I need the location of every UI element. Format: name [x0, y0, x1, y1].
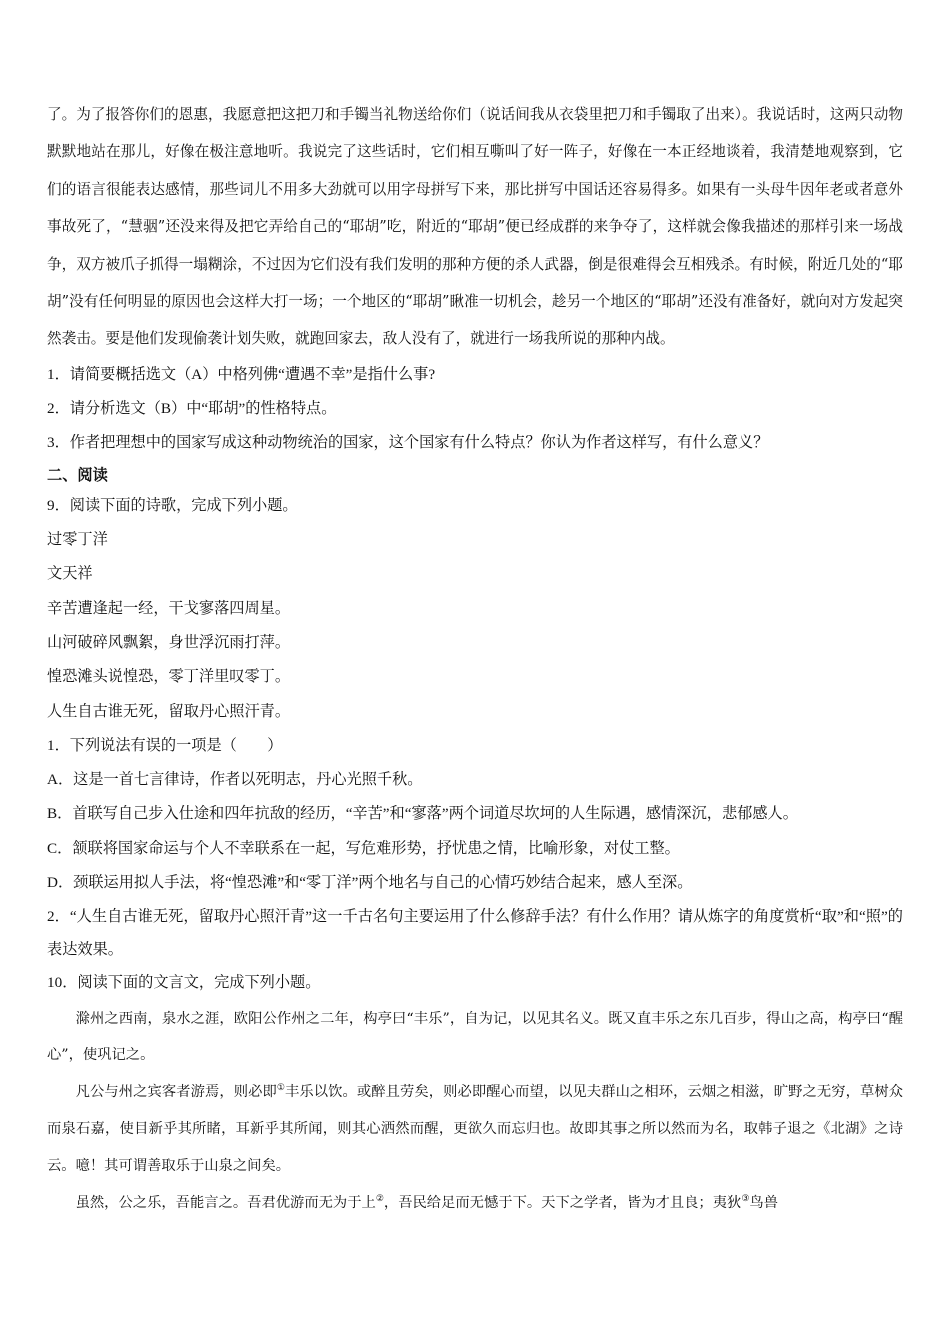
passage-b-continued [47, 96, 903, 358]
poem-author: 文天祥 [47, 565, 93, 583]
q9-sub1-stem: 1．下列说法有误的一项是（ ） [47, 736, 283, 754]
poem-title: 过零丁洋 [47, 531, 108, 549]
q9-option-a: A．这是一首七言律诗，作者以死明志，丹心光照千秋。 [47, 771, 423, 789]
document-page [47, 96, 903, 1221]
para2-before-note: 凡公与州之宾客者游焉，则必即 [75, 1084, 277, 1101]
para3-part-2: ，吾民给足而无憾于下。天下之学者，皆为才且良；夷狄 [383, 1194, 742, 1211]
classical-text [47, 1001, 903, 1222]
poem-line-4: 人生自古谁无死，留取丹心照汗青。 [47, 702, 290, 720]
poem-line-2: 山河破碎风飘絮，身世浮沉雨打萍。 [47, 633, 290, 651]
q9-option-b: B．首联写自己步入仕途和四年抗敌的经历，“辛苦”和“寥落”两个词道尽坎坷的人生际遇，感情深沉，悲郁感人。 [47, 805, 798, 823]
q9-sub2: 2．“人生自古谁无死，留取丹心照汗青”这一千古名句主要运用了什么修辞手法？有什么作用？请从炼字的角度赏析“取”和“照”的表达效果。 [47, 908, 903, 959]
poem-line-3: 惶恐滩头说惶恐，零丁洋里叹零丁。 [47, 668, 290, 686]
para3-part-3: 鸟兽 [749, 1194, 778, 1211]
footnote-marker-1: ① [276, 1083, 285, 1094]
classical-para-1: 滁州之西南，泉水之涯，欧阳公作州之二年，构亭曰“丰乐”，自为记，以见其名义。既又直丰乐之东几百步，得山之高，构亭曰“醒心”，使巩记之。 [47, 1010, 903, 1064]
classical-para-3 [47, 1185, 903, 1222]
q9-option-c: C．颔联将国家命运与个人不幸联系在一起，写危难形势，抒忧患之情，比喻形象，对仗工整。 [47, 839, 680, 857]
q8-sub1: 1．请简要概括选文（A）中格列佛“遭遇不幸”是指什么事? [47, 365, 436, 383]
footnote-marker-3: ③ [741, 1193, 750, 1204]
q9-prompt: 9．阅读下面的诗歌，完成下列小题。 [47, 496, 298, 514]
para3-part-1: 虽然，公之乐，吾能言之。吾君优游而无为于上 [75, 1194, 376, 1211]
q9-option-d: D．颈联运用拟人手法，将“惶恐滩”和“零丁洋”两个地名与自己的心情巧妙结合起来，感人至深。 [47, 874, 693, 891]
footnote-marker-2: ② [375, 1193, 384, 1204]
q8-sub2: 2．请分析选文（B）中“耶胡”的性格特点。 [47, 400, 337, 418]
poem-line-1: 辛苦遭逢起一经，干戈寥落四周星。 [47, 599, 290, 617]
classical-para-2 [47, 1074, 903, 1184]
q8-sub3: 3．作者把理想中的国家写成这种动物统治的国家，这个国家有什么特点？你认为作者这样写，有什么意义？ [47, 434, 769, 452]
passage-b-text: 了。为了报答你们的恩惠，我愿意把这把刀和手镯当礼物送给你们（说话间我从衣袋里把刀和手镯取了出来）。我说话时，这两只动物默默地站在那儿，好像在极注意地听。我说完了这些话时，它们相互嘶叫了好一阵子，好像在一本正经地谈着，我清楚地观察到，它们的语言很能表达感情，那些词儿不用多大劲就可以用字母拼写下来，那比拼写中国话还容易得多。如果有一头母牛因年老或者意外事故死了，“慧骃”还没来得及把它弄给自己的“耶胡”吃，附近的“耶胡”便已经成群的来争夺了，这样就会像我描述的那样引来一场战争，双方被爪子抓得一塌糊涂，不过因为它们没有我们发明的那种方便的杀人武器，倒是很难得会互相残杀。有时候，附近几处的“耶胡”没有任何明显的原因也会这样大打一场；一个地区的“耶胡”瞅准一切机会，趁另一个地区的“耶胡”还没有准备好，就向对方发起突然袭击。要是他们发现偷袭计划失败，就跑回家去，敌人没有了，就进行一场我所说的那种内战。 [47, 106, 903, 348]
para2-after-note: 丰乐以饮。或醉且劳矣，则必即醒心而望，以见夫群山之相环，云烟之相滋，旷野之无穷，草树众而泉石嘉，使目新乎其所睹，耳新乎其所闻，则其心洒然而醒，更欲久而忘归也。故即其事之所以然而为名，取韩子退之《北湖》之诗云。噫！其可谓善取乐于山泉之间矣。 [47, 1084, 904, 1174]
q10-prompt: 10．阅读下面的文言文，完成下列小题。 [47, 974, 321, 992]
section-heading: 二、阅读 [47, 466, 108, 484]
